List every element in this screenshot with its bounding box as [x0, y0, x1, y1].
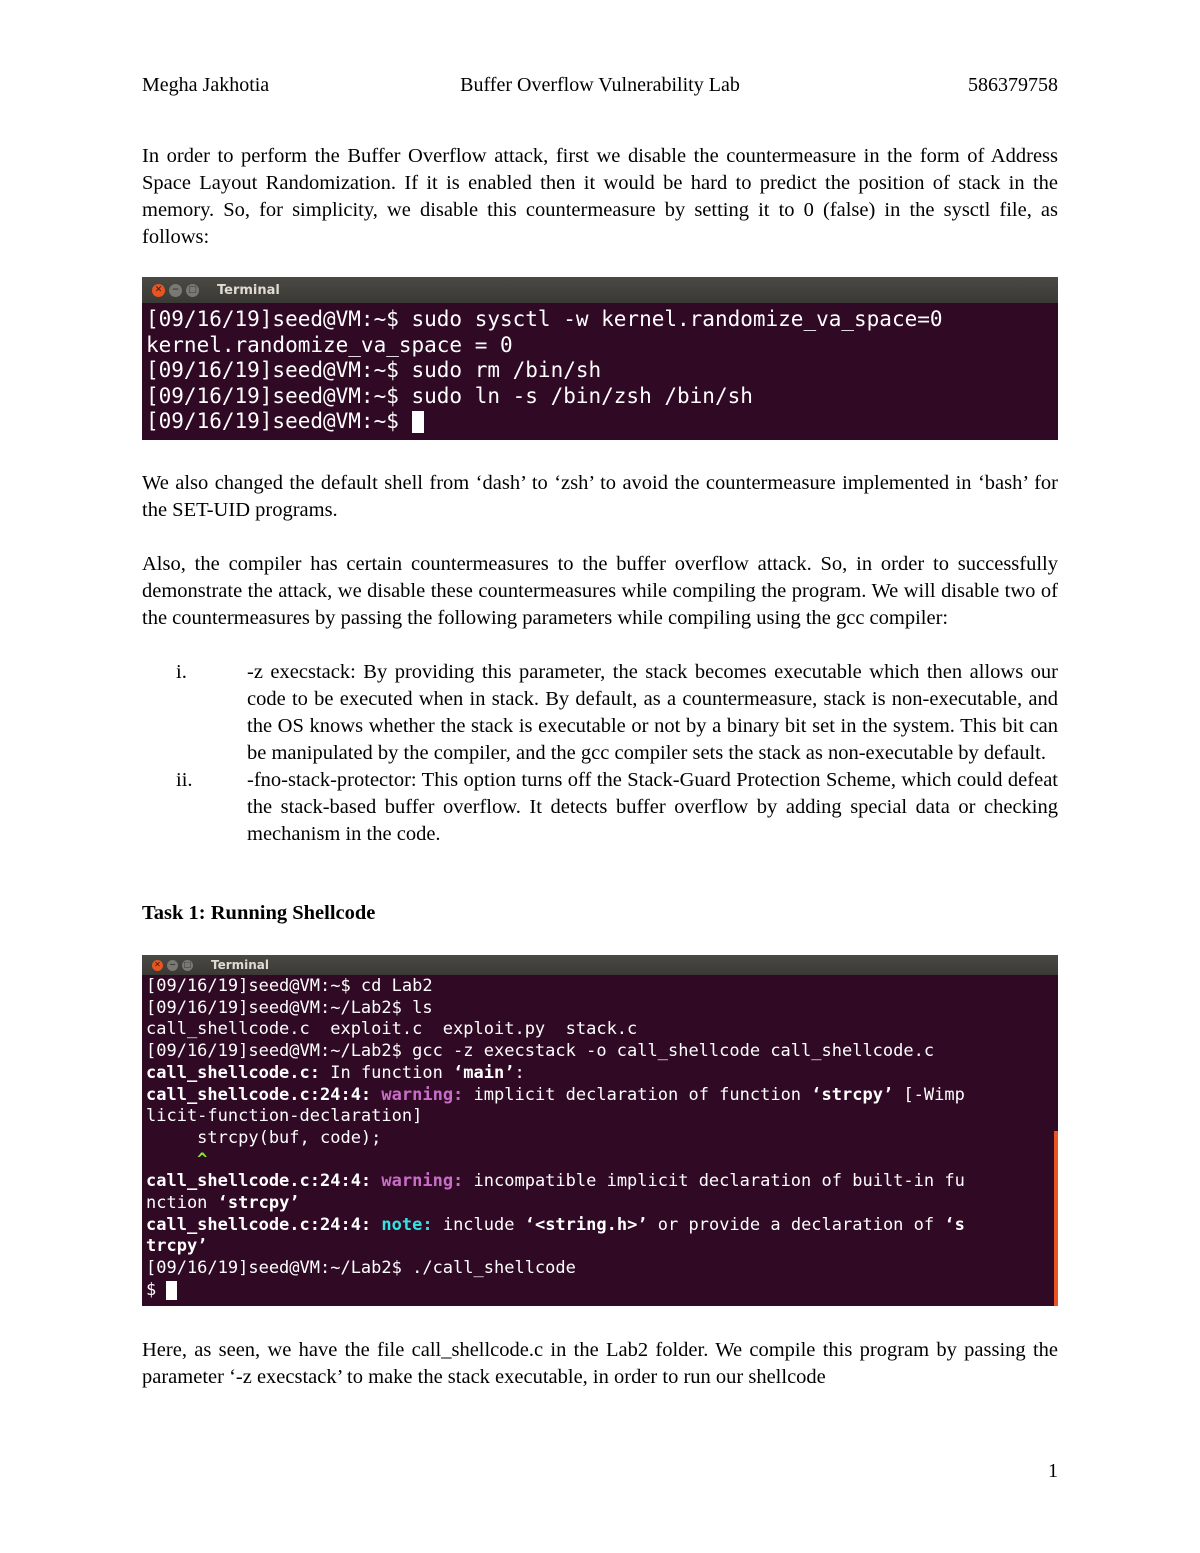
- close-icon[interactable]: ✕: [152, 284, 165, 297]
- list-item-text: -fno-stack-protector: This option turns off the Stack-Guard Protection Scheme, which could defeat the stack-based buffer overflow. It detects buffer overflow by adding special data or checking mechanism in the code.: [247, 769, 1058, 845]
- terminal-prompt-line: [146, 1280, 1058, 1302]
- file-ref: call_shellcode.c:24:4:: [146, 1084, 382, 1105]
- list-item-text: -z execstack: By providing this parameter, the stack becomes executable which then allows our code to be executed when in stack. By default, as a countermeasure, stack is non-executable, and the OS knows whether the stack is executable or not by a binary bit set in the system. This bit can be manipulated by the compiler, and the gcc compiler sets the stack as non-executable by default.: [247, 661, 1058, 764]
- file-ref: call_shellcode.c:24:4:: [146, 1171, 382, 1192]
- terminal-line: [09/16/19]seed@VM:~$ sudo ln -s /bin/zsh /bin/sh: [146, 383, 753, 408]
- maximize-icon[interactable]: □: [186, 284, 199, 297]
- terminal-window-2: [142, 955, 1058, 1306]
- terminal-text: :: [514, 1062, 525, 1083]
- terminal-title: Terminal: [211, 958, 270, 972]
- countermeasure-list: [142, 659, 1058, 848]
- terminal-text: incompatible implicit declaration of built-in fu: [473, 1171, 965, 1192]
- terminal-line: [09/16/19]seed@VM:~$ cd Lab2: [146, 976, 433, 996]
- warning-label: warning:: [381, 1171, 474, 1192]
- terminal-window-1: [142, 277, 1058, 440]
- terminal-title: Terminal: [217, 282, 280, 298]
- note-label: note:: [381, 1214, 443, 1235]
- header-name: ‘<string.h>’: [524, 1214, 648, 1235]
- terminal-titlebar: [142, 277, 1058, 303]
- intro-paragraph: In order to perform the Buffer Overflow attack, first we disable the countermeasure in the form of Address Space Layout Randomization. If it is enabled then it would be hard to predict the position of stack in the memory. So, for simplicity, we disable this countermeasure by setting it to 0 (false) in the sysctl file, as follows:: [142, 145, 1058, 248]
- terminal-text: include: [442, 1214, 525, 1235]
- compiler-paragraph: Also, the compiler has certain countermeasures to the buffer overflow attack. So, in order to successfully demonstrate the attack, we disable these countermeasures while compiling the program. We will disable two of the countermeasures by passing the following parameters while compiling using the gcc compiler:: [142, 553, 1058, 629]
- terminal-text: nction: [146, 1193, 218, 1214]
- terminal-text: implicit declaration of function: [473, 1084, 812, 1105]
- file-ref: call_shellcode.c:24:4:: [146, 1214, 382, 1235]
- terminal-text: or provide a declaration of: [647, 1214, 945, 1235]
- function-name: ‘main’: [453, 1062, 515, 1083]
- terminal-line: [09/16/19]seed@VM:~/Lab2$ ./call_shellcode: [146, 1258, 576, 1279]
- list-item: [142, 659, 1058, 767]
- task-heading: Task 1: Running Shellcode: [142, 902, 376, 924]
- terminal-output[interactable]: [142, 303, 1058, 435]
- terminal-line: [09/16/19]seed@VM:~/Lab2$ gcc -z execstack -o call_shellcode call_shellcode.c: [146, 1041, 935, 1062]
- list-item-number: ii.: [176, 769, 193, 791]
- function-name: ‘strcpy’: [217, 1193, 300, 1214]
- terminal-line: trcpy’: [146, 1236, 208, 1257]
- terminal-line: [146, 1063, 1058, 1085]
- terminal-line: kernel.randomize_va_space = 0: [146, 332, 513, 357]
- terminal-line: [09/16/19]seed@VM:~/Lab2$ ls: [146, 997, 433, 1018]
- terminal-titlebar: [142, 955, 1058, 975]
- maximize-icon[interactable]: □: [183, 960, 192, 969]
- terminal-text: [-Wimp: [893, 1084, 965, 1105]
- shell-paragraph: We also changed the default shell from ‘dash’ to ‘zsh’ to avoid the countermeasure implemented in ‘bash’ for the SET-UID programs.: [142, 472, 1058, 521]
- terminal-line: [09/16/19]seed@VM:~$ sudo rm /bin/sh: [146, 358, 602, 382]
- warning-label: warning:: [381, 1084, 474, 1105]
- terminal-line: [146, 1171, 1058, 1193]
- page-header: [142, 74, 1058, 98]
- terminal-prompt: $: [146, 1279, 167, 1300]
- terminal-line: [09/16/19]seed@VM:~$ sudo sysctl -w kernel.randomize_va_space=0: [146, 307, 943, 331]
- terminal-prompt: [09/16/19]seed@VM:~$: [146, 409, 412, 433]
- close-icon[interactable]: ✕: [152, 960, 163, 971]
- header-title: Buffer Overflow Vulnerability Lab: [460, 74, 740, 96]
- file-ref: call_shellcode.c:: [146, 1062, 320, 1083]
- header-id: 586379758: [968, 74, 1058, 96]
- page-number: 1: [1048, 1460, 1058, 1482]
- terminal-line: [146, 1193, 1058, 1215]
- terminal-cursor: [412, 411, 424, 433]
- terminal-output[interactable]: [142, 975, 1058, 1302]
- terminal-cursor: [166, 1281, 177, 1300]
- list-item-number: i.: [176, 661, 187, 683]
- terminal-line: [146, 1215, 1058, 1237]
- terminal-line: [146, 1085, 1058, 1107]
- header-author: Megha Jakhotia: [142, 74, 270, 96]
- minimize-icon[interactable]: −: [167, 960, 178, 971]
- function-name: ‘strcpy’: [811, 1084, 894, 1105]
- terminal-text: In function: [320, 1062, 454, 1083]
- function-name: ‘s: [944, 1214, 965, 1235]
- closing-paragraph: Here, as seen, we have the file call_shellcode.c in the Lab2 folder. We compile this program by passing the parameter ‘-z execstack’ to make the stack executable, in order to run our shellcode: [142, 1339, 1058, 1388]
- list-item: [142, 767, 1058, 848]
- terminal-prompt-line: [146, 409, 1058, 435]
- terminal-line: strcpy(buf, code);: [146, 1127, 382, 1148]
- terminal-line: licit-function-declaration]: [146, 1106, 423, 1127]
- terminal-line: ^: [146, 1149, 208, 1170]
- minimize-icon[interactable]: −: [169, 284, 182, 297]
- terminal-line: call_shellcode.c exploit.c exploit.py stack.c: [146, 1019, 638, 1040]
- terminal-scrollbar[interactable]: [1054, 1131, 1058, 1306]
